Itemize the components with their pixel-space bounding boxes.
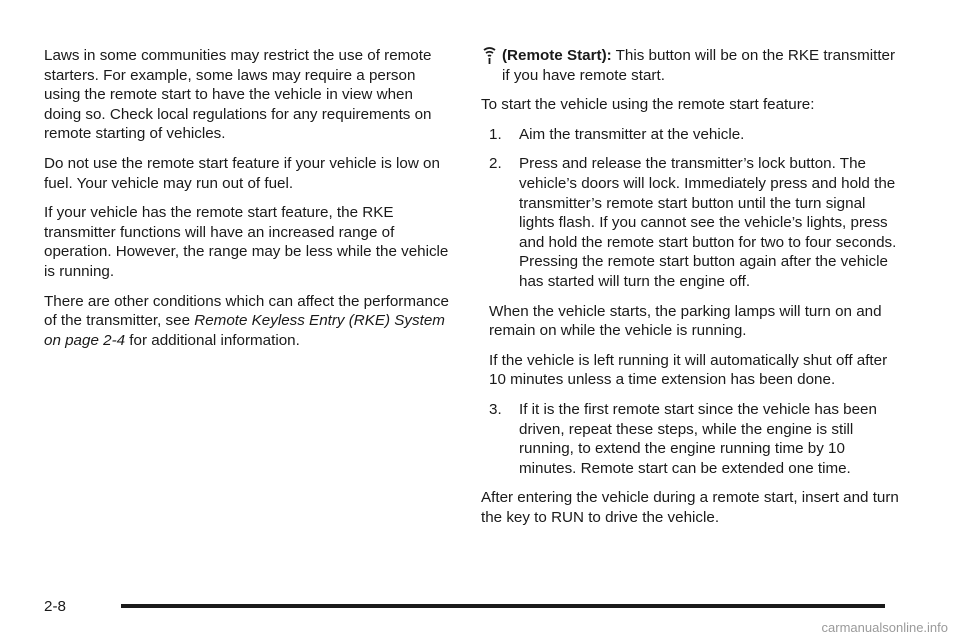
right-column bbox=[481, 46, 901, 537]
paragraph-tail: for additional information. bbox=[125, 331, 300, 349]
paragraph-text: There are other conditions which can affect the performance of the transmitter, see bbox=[44, 292, 449, 330]
paragraph-local-laws: Laws in some communities may restrict the use of remote starters. For example, some laws may require a person using the remote start to have the vehicle in view when doing so. Check local regulations for any requirements on remote starting of vehicles. bbox=[44, 47, 432, 143]
page-number: 2-8 bbox=[44, 598, 66, 615]
step-2 bbox=[481, 154, 901, 291]
paragraph-range: If your vehicle has the remote start feature, the RKE transmitter functions will have an increased range of operation. However, the range may be less while the vehicle is running. bbox=[44, 204, 449, 280]
step-number: 3. bbox=[489, 400, 502, 418]
step-number: 1. bbox=[489, 125, 502, 143]
step-text: Press and release the transmitter’s lock button. The vehicle’s doors will lock. Immediately press and hold the transmitter’s remote start button until the turn signal lights flash. If you cannot see the vehicle’s lights, press and hold the remote start button for two to four seconds. Pressing the remote start button again after the vehicle has started will turn the engine off. bbox=[519, 155, 897, 290]
paragraph-other-conditions bbox=[44, 292, 452, 351]
step-2-note-parking-lamps: When the vehicle starts, the parking lamps will turn on and remain on while the vehicle is running. bbox=[489, 302, 882, 340]
intro-text: To start the vehicle using the remote start feature: bbox=[481, 96, 815, 114]
heading-label: (Remote Start): bbox=[502, 47, 612, 64]
step-text: If it is the first remote start since the vehicle has been driven, repeat these steps, while the engine is still running, to extend the engine running time by 10 minutes. Remote start can be extended one time. bbox=[519, 400, 877, 477]
step-3 bbox=[481, 400, 901, 478]
cross-reference-link[interactable]: Remote Keyless Entry (RKE) System on page 2-4 bbox=[44, 312, 445, 349]
step-2-note-auto-shutoff: If the vehicle is left running it will automatically shut off after 10 minutes unless a time extension has been done. bbox=[489, 351, 888, 389]
step-text: Aim the transmitter at the vehicle. bbox=[519, 125, 745, 143]
watermark: carmanualsonline.info bbox=[821, 620, 948, 635]
remote-start-icon bbox=[481, 47, 498, 65]
step-number: 2. bbox=[489, 155, 502, 173]
remote-start-heading bbox=[481, 46, 901, 85]
footer-rule bbox=[121, 604, 885, 608]
heading-description: This button will be on the RKE transmitter if you have remote start. bbox=[502, 47, 896, 84]
step-1 bbox=[481, 125, 901, 145]
left-column bbox=[44, 46, 452, 360]
closing-paragraph: After entering the vehicle during a remote start, insert and turn the key to RUN to drive the vehicle. bbox=[481, 489, 899, 526]
paragraph-low-fuel: Do not use the remote start feature if your vehicle is low on fuel. Your vehicle may run out of fuel. bbox=[44, 154, 440, 192]
